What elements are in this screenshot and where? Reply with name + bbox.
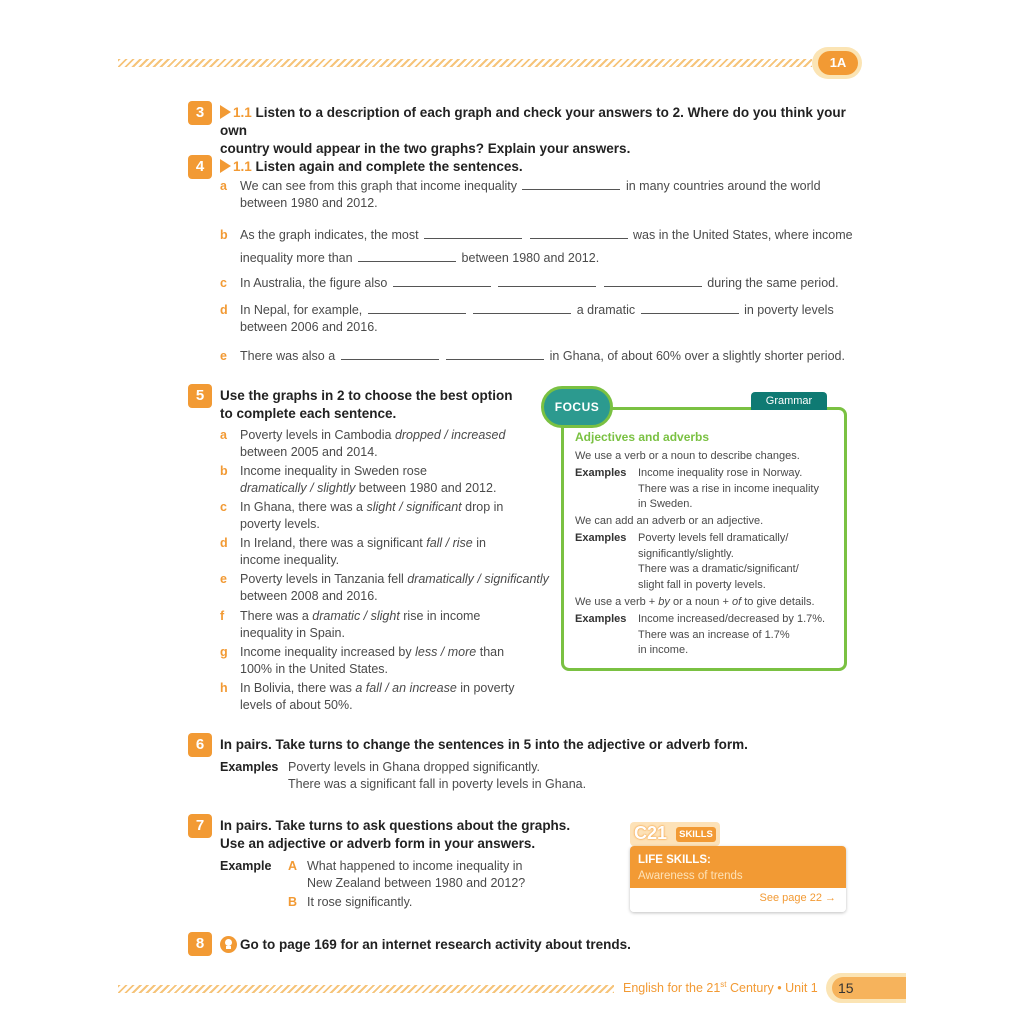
focus-intro-3 <box>575 595 815 611</box>
exercise-7-instruction <box>220 817 600 853</box>
examples-label: Examples <box>575 467 627 479</box>
exercise-5-item-d <box>220 535 486 569</box>
exercise-5-line1: Use the graphs in 2 to choose the best option <box>220 388 513 403</box>
examples-label: Examples <box>575 613 627 625</box>
item-text: levels of about 50%. <box>240 698 353 712</box>
item-letter: c <box>220 276 227 290</box>
item-letter: e <box>220 572 227 586</box>
exercise-5-item-b <box>220 463 496 497</box>
examples-label: Examples <box>575 532 627 544</box>
item-letter: g <box>220 645 228 659</box>
unit-label: 1A <box>818 51 858 75</box>
exercise-5-line2: to complete each sentence. <box>220 406 397 421</box>
audio-track-number: 1.1 <box>233 159 252 174</box>
see-page-link[interactable]: See page 22 → <box>630 888 846 912</box>
exercise-4-number: 4 <box>188 155 212 179</box>
example-text: in Sweden. <box>638 498 693 510</box>
item-text: There was a <box>240 609 313 623</box>
item-text: Poverty levels in Tanzania fell <box>240 572 408 586</box>
focus-text: of <box>731 596 742 608</box>
item-text: 100% in the United States. <box>240 662 389 676</box>
focus-intro-1: We use a verb or a noun to describe changes. <box>575 450 800 462</box>
item-text: poverty levels. <box>240 517 320 531</box>
exercise-7-example-label: Example <box>220 859 272 873</box>
exercise-7-line1: In pairs. Take turns to ask questions about the graphs. <box>220 818 571 833</box>
focus-intro-2: We can add an adverb or an adjective. <box>575 515 764 527</box>
exercise-5-item-e <box>220 571 549 605</box>
exercise-3-instruction <box>220 104 860 158</box>
footer-decoration <box>118 985 614 993</box>
example-text: Poverty levels in Ghana dropped significantly. <box>288 760 540 774</box>
dialogue-text: What happened to income inequality in <box>307 859 523 873</box>
item-text: during the same period. <box>707 276 839 290</box>
exercise-4-item-c <box>220 275 839 292</box>
option-choice[interactable]: fall / rise <box>426 536 473 550</box>
item-letter: d <box>220 536 228 550</box>
item-letter: a <box>220 428 227 442</box>
exercise-8-number: 8 <box>188 932 212 956</box>
exercise-6-number: 6 <box>188 733 212 757</box>
exercise-5-item-f <box>220 608 480 642</box>
focus-examples-1 <box>638 466 819 513</box>
item-text: between 1980 and 2012. <box>355 481 497 495</box>
dialogue-text: New Zealand between 1980 and 2012? <box>307 876 526 890</box>
grammar-tag: Grammar <box>751 392 827 410</box>
exercise-4-item-b <box>220 224 853 270</box>
answer-blank[interactable] <box>424 227 522 239</box>
answer-blank[interactable] <box>641 302 739 314</box>
exercise-3-line2: country would appear in the two graphs? Explain your answers. <box>220 141 631 156</box>
c21-logo: C21 <box>634 823 668 843</box>
example-text: slight fall in poverty levels. <box>638 578 766 591</box>
option-choice[interactable]: slight / significant <box>366 500 462 514</box>
focus-badge: FOCUS <box>541 386 613 428</box>
header-decoration <box>118 59 812 67</box>
focus-text: by <box>658 596 670 608</box>
exercise-4-item-d <box>220 302 834 336</box>
exercise-5-number: 5 <box>188 384 212 408</box>
example-text: Income inequality rose in Norway. <box>638 467 803 479</box>
life-skills-subtitle: Awareness of trends <box>638 870 743 882</box>
item-text: We can see from this graph that income inequality <box>240 179 517 193</box>
item-text: than <box>476 645 505 659</box>
exercise-5-item-g <box>220 644 504 678</box>
item-letter: b <box>220 228 228 242</box>
answer-blank[interactable] <box>393 275 491 287</box>
option-choice[interactable]: dramatically / slightly <box>240 481 356 495</box>
answer-blank[interactable] <box>446 348 544 360</box>
item-text: between 2008 and 2016. <box>240 589 378 603</box>
answer-blank[interactable] <box>368 302 466 314</box>
item-text: Income inequality in Sweden rose <box>240 464 427 478</box>
exercise-6-examples <box>288 759 586 793</box>
option-choice[interactable]: a fall / an increase <box>355 681 457 695</box>
footer-text: Century • Unit 1 <box>726 981 818 996</box>
answer-blank[interactable] <box>341 348 439 360</box>
life-skills-card <box>630 846 846 912</box>
footer-text: English for the 21 <box>623 981 721 996</box>
option-choice[interactable]: dramatic / slight <box>312 609 400 623</box>
answer-blank[interactable] <box>522 178 620 190</box>
exercise-4-item-a <box>220 178 821 212</box>
focus-examples-2 <box>638 531 799 593</box>
exercise-6-instruction: In pairs. Take turns to change the sentences in 5 into the adjective or adverb form. <box>220 737 748 752</box>
audio-play-icon[interactable] <box>220 159 231 173</box>
example-text: There was a rise in income inequality <box>638 482 819 495</box>
item-text: drop in <box>461 500 504 514</box>
exercise-3-number: 3 <box>188 101 212 125</box>
footer-book-title <box>623 980 818 995</box>
item-text: rise in income <box>399 609 481 623</box>
exercise-5-instruction <box>220 387 520 423</box>
answer-blank[interactable] <box>604 275 702 287</box>
exercise-3-line1: Listen to a description of each graph and check your answers to 2. Where do you think your own <box>220 105 846 138</box>
exercise-4-instruction <box>220 158 860 176</box>
answer-blank[interactable] <box>530 227 628 239</box>
item-text: In Ireland, there was a significant <box>240 536 427 550</box>
item-text: between 2005 and 2014. <box>240 445 378 459</box>
exercise-8-text: Go to page 169 for an internet research activity about trends. <box>240 937 631 952</box>
item-text: As the graph indicates, the most <box>240 228 419 242</box>
item-text: a dramatic <box>576 303 636 317</box>
answer-blank[interactable] <box>498 275 596 287</box>
item-letter: d <box>220 303 228 317</box>
audio-track-number: 1.1 <box>233 105 252 120</box>
exercise-8-instruction <box>220 936 860 954</box>
option-choice[interactable]: less / more <box>415 645 477 659</box>
exercise-4-item-e <box>220 348 845 365</box>
item-text: inequality in Spain. <box>240 626 345 640</box>
exercise-5-item-c <box>220 499 503 533</box>
focus-text: or a noun + <box>669 596 732 608</box>
item-text: in many countries around the world <box>625 179 821 193</box>
exercise-5-item-a <box>220 427 505 461</box>
example-text: There was a significant fall in poverty levels in Ghana. <box>288 777 587 791</box>
item-text: Poverty levels in Cambodia <box>240 428 395 442</box>
item-text: between 1980 and 2012. <box>461 251 600 265</box>
item-text: income inequality. <box>240 553 340 567</box>
exercise-7-number: 7 <box>188 814 212 838</box>
item-text: in poverty levels <box>744 303 834 317</box>
page-number: 15 <box>832 977 906 999</box>
item-text: Income inequality increased by <box>240 645 416 659</box>
speaker-b-text: It rose significantly. <box>307 895 413 909</box>
focus-examples-3 <box>638 612 825 659</box>
skills-label: SKILLS <box>676 827 716 842</box>
answer-blank[interactable] <box>358 250 456 262</box>
item-text: In Bolivia, there was <box>240 681 356 695</box>
item-text: was in the United States, where income <box>633 228 853 242</box>
focus-heading: Adjectives and adverbs <box>575 430 710 444</box>
item-text: in <box>472 536 486 550</box>
speaker-a-text <box>307 858 525 892</box>
item-letter: h <box>220 681 228 695</box>
exercise-5-item-h <box>220 680 514 714</box>
item-letter: e <box>220 349 227 363</box>
exercise-4-instruction-text: Listen again and complete the sentences. <box>255 159 523 174</box>
item-text: in poverty <box>456 681 515 695</box>
life-skills-title: LIFE SKILLS: <box>638 854 711 866</box>
item-letter: f <box>220 609 225 623</box>
item-letter: b <box>220 464 228 478</box>
focus-text: We use a verb + <box>575 596 659 608</box>
item-text: between 2006 and 2016. <box>240 320 378 334</box>
focus-text: to give details. <box>741 596 815 608</box>
item-text: In Nepal, for example, <box>240 303 363 317</box>
speaker-b-label: B <box>288 895 298 909</box>
item-letter: a <box>220 179 227 193</box>
item-text: in Ghana, of about 60% over a slightly shorter period. <box>549 349 845 363</box>
example-text: Income increased/decreased by 1.7%. <box>638 613 826 625</box>
option-choice[interactable]: dramatically / significantly <box>407 572 549 586</box>
item-text: In Ghana, there was a <box>240 500 367 514</box>
answer-blank[interactable] <box>473 302 571 314</box>
audio-play-icon[interactable] <box>220 105 231 119</box>
item-text: inequality more than <box>240 251 353 265</box>
item-text: between 1980 and 2012. <box>240 196 378 210</box>
item-letter: c <box>220 500 227 514</box>
item-text: There was also a <box>240 349 336 363</box>
footer-superscript: st <box>720 980 727 989</box>
exercise-6-examples-label: Examples <box>220 760 279 774</box>
example-text: There was a dramatic/significant/ <box>638 563 799 575</box>
example-text: Poverty levels fell dramatically/ <box>638 532 789 544</box>
example-text: There was an increase of 1.7% <box>638 628 790 641</box>
example-text: in income. <box>638 644 689 656</box>
example-text: significantly/slightly. <box>638 547 734 560</box>
lightbulb-icon <box>220 936 237 953</box>
speaker-a-label: A <box>288 859 298 873</box>
option-choice[interactable]: dropped / increased <box>394 428 506 442</box>
item-text: In Australia, the figure also <box>240 276 388 290</box>
life-skills-header <box>630 846 846 888</box>
exercise-7-line2: Use an adjective or adverb form in your answers. <box>220 836 536 851</box>
